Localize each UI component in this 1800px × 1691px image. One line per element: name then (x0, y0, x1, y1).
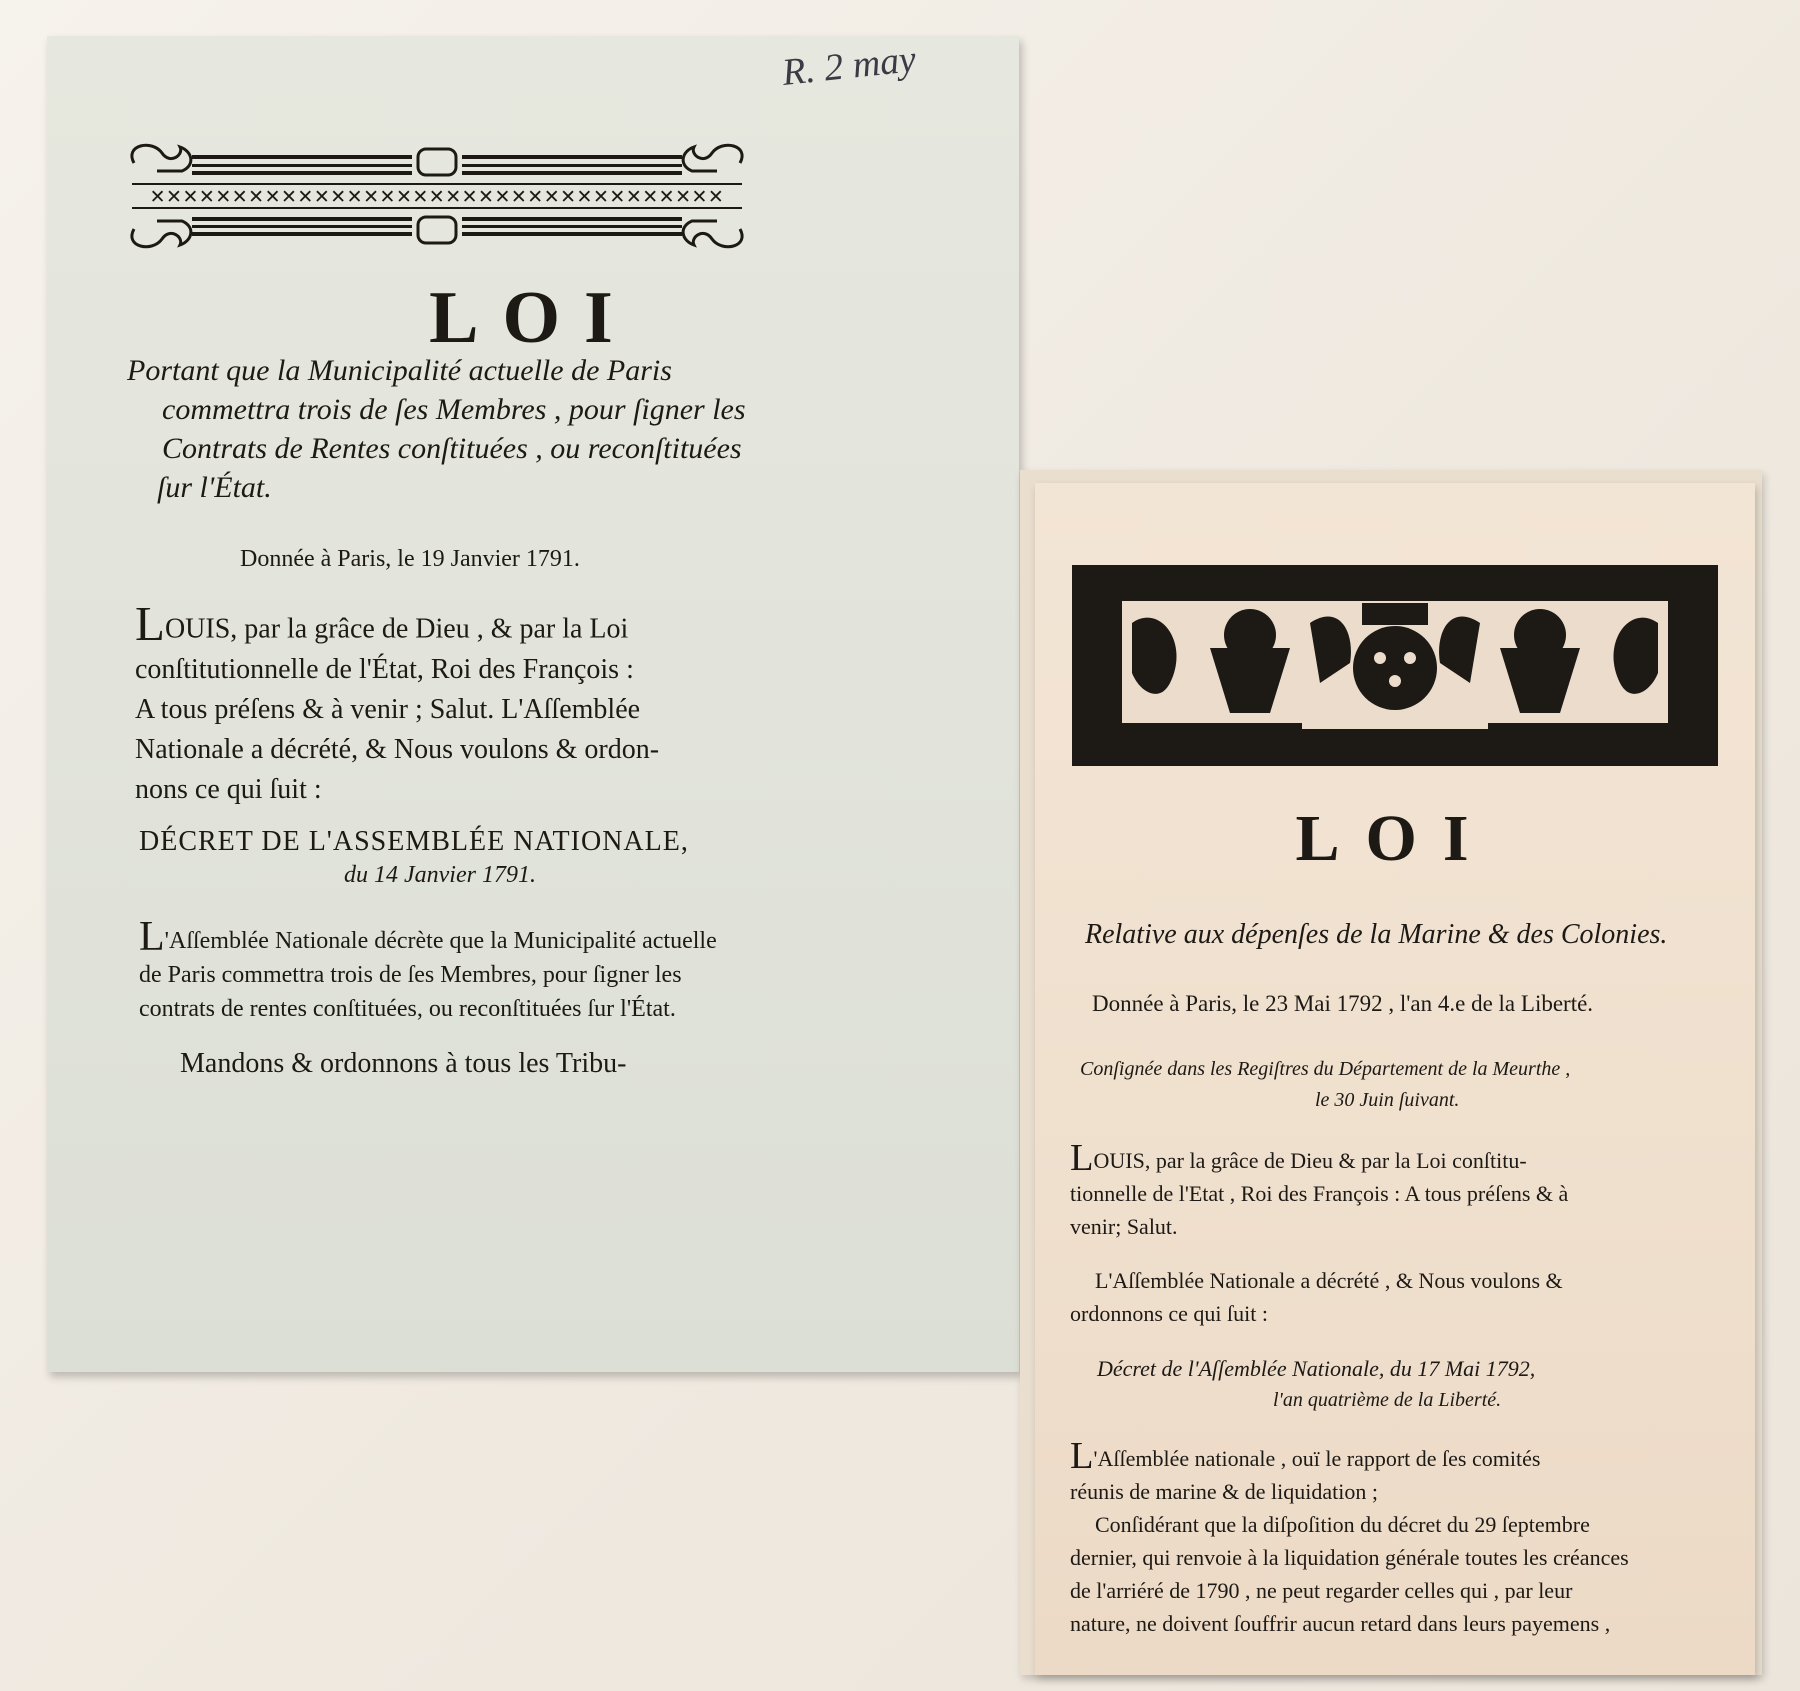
intro-line: OUIS, par la grâce de Dieu & par la Loi conſtitu- (1093, 1148, 1527, 1174)
ornamental-header-band (122, 135, 752, 257)
decree-line: Conſidérant que la diſpoſition du décret du 29 ſeptembre (1095, 1512, 1590, 1538)
assembly-line: ordonnons ce qui ſuit : (1070, 1301, 1268, 1326)
dropcap-letter: L (139, 914, 165, 960)
subtitle-line: Contrats de Rentes conſtituées , ou reconſtituées (162, 432, 742, 465)
decree-line: nature, ne doivent ſouffrir aucun retard dans leurs payemens , (1070, 1611, 1611, 1637)
intro-line: A tous préſens & à venir ; Salut. L'Aſſemblée (135, 693, 641, 725)
handwritten-annotation: R. 2 may (780, 38, 918, 94)
woodcut-vignette (1070, 563, 1720, 768)
royal-intro (1070, 1137, 1569, 1243)
dropcap-letter: L (1070, 1435, 1094, 1477)
decree-heading: Décret de l'Aſſemblée Nationale, du 17 Mai 1792, (1097, 1356, 1536, 1381)
closing-line: Mandons & ordonnons à tous les Tribu- (180, 1048, 627, 1079)
royal-intro (135, 596, 660, 810)
date-line: Donnée à Paris, le 19 Janvier 1791. (240, 546, 580, 572)
assembly-line: L'Aſſemblée Nationale a décrété , & Nous voulons & (1095, 1268, 1563, 1293)
svg-text:✕✕✕✕✕✕✕✕✕✕✕✕✕✕✕✕✕✕✕✕✕✕✕✕✕✕✕✕✕✕: ✕✕✕✕✕✕✕✕✕✕✕✕✕✕✕✕✕✕✕✕✕✕✕✕✕✕✕✕✕✕✕✕✕✕✕ (149, 186, 725, 208)
subtitle-line: commettra trois de ſes Membres , pour ſigner les (162, 393, 746, 426)
decree-line: 'Aſſemblée Nationale décrète que la Municipalité actuelle (164, 927, 717, 954)
dropcap-letter: L (1070, 1137, 1094, 1179)
subtitle: Relative aux dépenſes de la Marine & des Colonies. (1085, 919, 1668, 950)
document-1919-january-law (47, 36, 1019, 1372)
decree-line: contrats de rentes conſtituées, ou reconſtituées ſur l'État. (139, 995, 676, 1022)
decree-line: 'Aſſemblée nationale , ouï le rapport de ſes comités (1093, 1446, 1541, 1472)
registry-line: Conſignée dans les Regiſtres du Département de la Meurthe , (1080, 1058, 1571, 1080)
document-1792-may-law (1035, 483, 1755, 1675)
decree-text (1070, 1435, 1629, 1640)
decree-line: de l'arriéré de 1790 , ne peut regarder celles qui , par leur (1070, 1578, 1573, 1604)
date-line: Donnée à Paris, le 23 Mai 1792 , l'an 4.e de la Liberté. (1092, 991, 1594, 1016)
decree-heading: l'an quatrième de la Liberté. (1273, 1389, 1502, 1411)
law-title: LOI (1295, 802, 1495, 875)
decree-line: de Paris commettra trois de ſes Membres, pour ſigner les (139, 961, 682, 988)
decree-heading: DÉCRET DE L'ASSEMBLÉE NATIONALE, (139, 826, 689, 857)
decree-date: du 14 Janvier 1791. (344, 862, 536, 888)
dropcap-letter: L (135, 596, 165, 651)
law-title: LOI (429, 277, 637, 359)
intro-line: Nationale a décrété, & Nous voulons & ordon- (135, 733, 660, 765)
intro-line: OUIS, par la grâce de Dieu , & par la Loi (164, 613, 629, 645)
intro-line: nons ce qui ſuit : (135, 773, 322, 805)
intro-line: tionnelle de l'Etat , Roi des François : A tous préſens & à (1070, 1181, 1569, 1207)
intro-line: conſtitutionnelle de l'État, Roi des François : (135, 653, 634, 685)
decree-line: réunis de marine & de liquidation ; (1070, 1479, 1378, 1505)
registry-line: le 30 Juin ſuivant. (1315, 1089, 1460, 1111)
subtitle-line: Portant que la Municipalité actuelle de Paris (127, 354, 672, 387)
decree-text (139, 914, 717, 1026)
intro-line: venir; Salut. (1070, 1214, 1178, 1240)
decree-line: dernier, qui renvoie à la liquidation générale toutes les créances (1070, 1545, 1629, 1571)
subtitle-line: ſur l'État. (157, 471, 272, 504)
